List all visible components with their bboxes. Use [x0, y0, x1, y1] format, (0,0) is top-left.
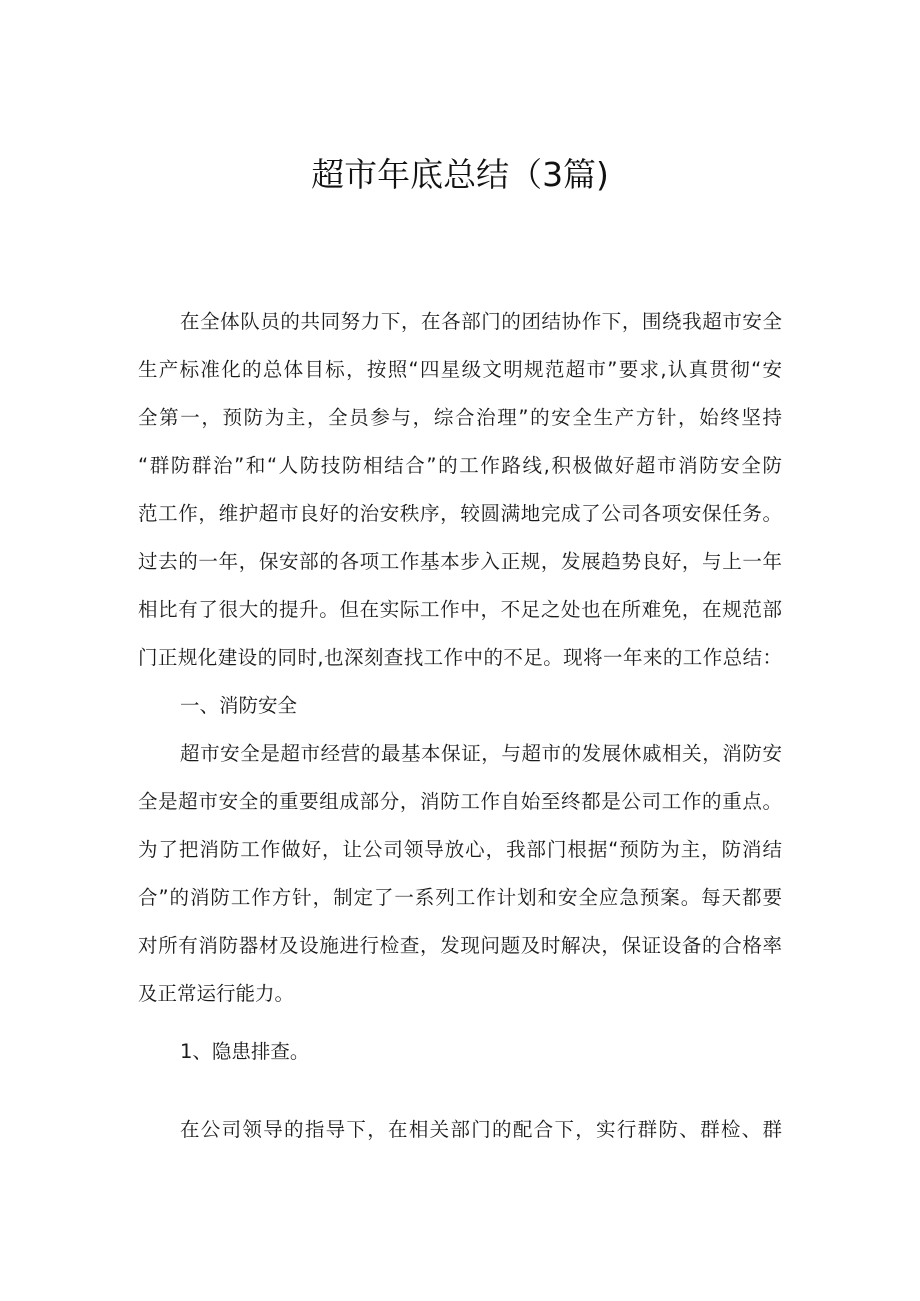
paragraph-line: 为了把消防工作做好，让公司领导放心，我部门根据“预防为主，防消结: [138, 838, 782, 861]
subsection-heading-hazard-check: 1、隐患排查。: [180, 1040, 310, 1063]
paragraph-line: 合”的消防工作方针，制定了一系列工作计划和安全应急预案。每天都要: [138, 886, 782, 909]
paragraph-line: 及正常运行能力。: [138, 982, 295, 1005]
paragraph-line: 全是超市安全的重要组成部分，消防工作自始至终都是公司工作的重点。: [138, 790, 782, 813]
paragraph-line: 在公司领导的指导下，在相关部门的配合下，实行群防、群检、群: [180, 1118, 782, 1141]
document-title: 超市年底总结（3篇): [311, 155, 609, 194]
paragraph-line: 生产标准化的总体目标，按照“四星级文明规范超市”要求,认真贯彻“安: [138, 358, 782, 381]
paragraph-line: “群防群治”和“人防技防相结合”的工作路线,积极做好超市消防安全防: [138, 454, 782, 477]
paragraph-line: 全第一，预防为主，全员参与，综合治理”的安全生产方针，始终坚持: [138, 406, 782, 429]
subsection-paragraph-hazard-check: [138, 1106, 782, 1154]
paragraph-line: 相比有了很大的提升。但在实际工作中，不足之处也在所难免，在规范部: [138, 598, 782, 621]
section-heading-fire-safety: 一、消防安全: [180, 694, 298, 717]
section-paragraph-fire-safety: [138, 730, 782, 1018]
paragraph-line: 在全体队员的共同努力下，在各部门的团结协作下，围绕我超市安全: [180, 310, 782, 333]
paragraph-line: 对所有消防器材及设施进行检查，发现问题及时解决，保证设备的合格率: [138, 934, 782, 957]
paragraph-line: 过去的一年，保安部的各项工作基本步入正规，发展趋势良好，与上一年: [138, 550, 782, 573]
paragraph-line: 超市安全是超市经营的最基本保证，与超市的发展休戚相关，消防安: [180, 742, 782, 765]
intro-paragraph: [138, 298, 782, 682]
paragraph-line: 范工作，维护超市良好的治安秩序，较圆满地完成了公司各项安保任务。: [138, 502, 782, 525]
paragraph-line: 门正规化建设的同时,也深刻查找工作中的不足。现将一年来的工作总结：: [138, 646, 782, 669]
